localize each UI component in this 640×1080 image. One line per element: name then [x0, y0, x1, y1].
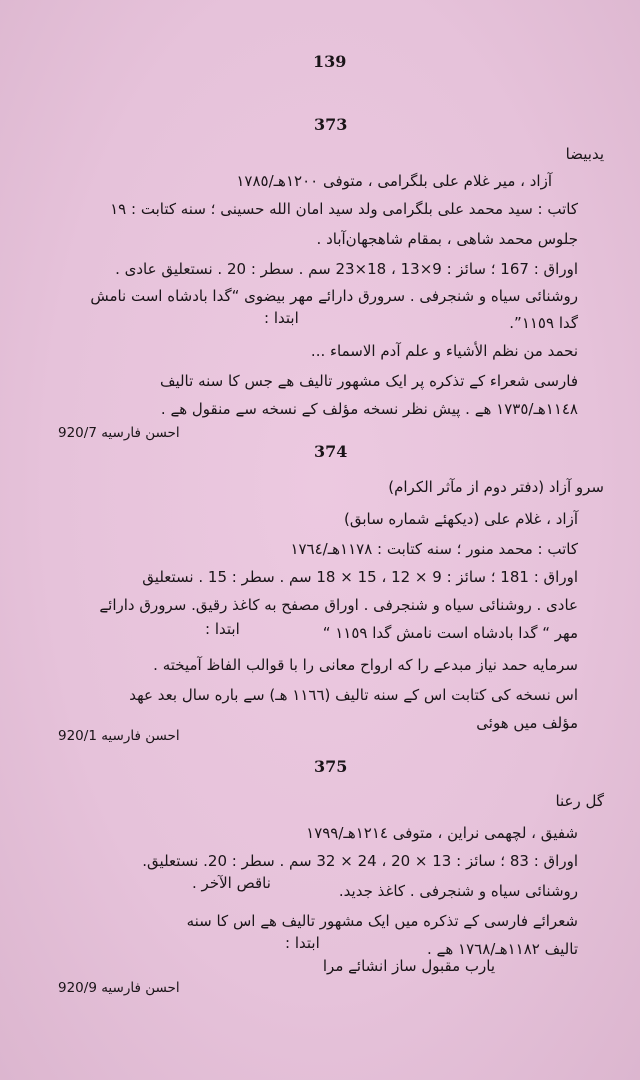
entry-folios: اوراق : 181 ؛ سائز : 9 × 12 ، 15 × 18 سم . سطر : 15 . نستعليق	[142, 568, 578, 586]
entry-folios: گدا ١١٥٩”.	[509, 314, 578, 332]
entry-author: شفيق ، لچهمى نراين ، متوفى ١٢١٤هـ/١٧٩٩	[306, 824, 578, 842]
entry-title: گل رعنا	[555, 792, 604, 810]
entry-author: آزاد ، مير غلام على بلگرامى ، متوفى ١٢٠٠هـ/١٧٨٥	[236, 172, 552, 190]
entry-scribe: جلوس محمد شاهى ، بمقام شاهجهان‌آباد .	[316, 230, 578, 248]
incipit-label: ابتدا :	[285, 934, 320, 952]
page-number: 139	[313, 52, 347, 71]
entry-author: آزاد ، غلام على (ديكهئے شماره سابق)	[343, 510, 578, 528]
entry-folios: روشنائى سياه و شنجرفى . كاغذ جديد.	[338, 882, 578, 900]
entry-folios: مهر “ گدا بادشاه است نامش گدا ١١٥٩ “	[322, 624, 578, 642]
entry-folios: اوراق : 167 ؛ سائز : 9×13 ، 18×23 سم . سطر : 20 . نستعليق عادى .	[115, 260, 578, 278]
entry-number: 374	[314, 442, 348, 461]
entry-description: شعرائے فارسى كے تذكره ميں ايک مشهور تاليف هے اس كا سنه	[186, 912, 578, 930]
incipit-label: ابتدا :	[205, 620, 240, 638]
entry-title: سرو آزاد (دفتر دوم از مآثر الكرام)	[388, 478, 604, 496]
entry-description: ١١٤٨هـ/١٧٣٥ هے . پيش نظر نسخه مؤلف كے نسخه سے منقول هے .	[160, 400, 578, 418]
entry-description: مؤلف ميں هوئى	[476, 714, 578, 732]
library-reference: احسن فارسيه 920/9	[58, 980, 180, 996]
entry-number: 373	[314, 115, 348, 134]
entry-incipit: نحمد من نظم الأشياء و علم آدم الاسماء ...	[310, 342, 578, 360]
library-reference: احسن فارسيه 920/1	[58, 728, 180, 744]
entry-scribe: كاتب : سيد محمد على بلگرامى ولد سيد امان الله حسينى ؛ سنه كتابت : ١٩	[110, 200, 578, 218]
entry-description: فارسى شعراء كے تذكره پر ايک مشهور تاليف هے جس كا سنه تاليف	[159, 372, 578, 390]
entry-title: يدبيضا	[565, 145, 604, 163]
entry-folios-note: ناقص الآخر .	[192, 874, 271, 892]
incipit-label: ابتدا :	[264, 309, 299, 327]
entry-scribe: كاتب : محمد منور ؛ سنه كتابت : ١١٧٨هـ/١٧٦٤	[290, 540, 578, 558]
entry-folios: عادى . روشنائى سياه و شنجرفى . اوراق مصفح به كاغذ رقيق. سرورق دارائے	[99, 596, 578, 614]
entry-description: تاليف ١١٨٢هـ/١٧٦٨ هے .	[427, 940, 578, 958]
entry-description: اس نسخه كى كتابت اس كے سنه تاليف (١١٦٦ هـ) سے باره سال بعد عهد	[129, 686, 578, 704]
entry-folios: اوراق : 83 ؛ سائز : 13 × 20 ، 24 × 32 سم . سطر : 20. نستعليق.	[142, 852, 578, 870]
entry-folios: روشنائى سياه و شنجرفى . سرورق دارائے مهر بيضوى “گدا بادشاه است نامش	[90, 287, 578, 305]
library-reference: احسن فارسيه 920/7	[58, 425, 180, 441]
entry-incipit: يارب مقبول ساز انشائے مرا	[322, 957, 495, 975]
entry-incipit: سرمايه حمد نياز مبدعے را كه ارواح معانى را با قوالب الفاظ آميخته .	[153, 656, 578, 674]
entry-number: 375	[314, 757, 348, 776]
